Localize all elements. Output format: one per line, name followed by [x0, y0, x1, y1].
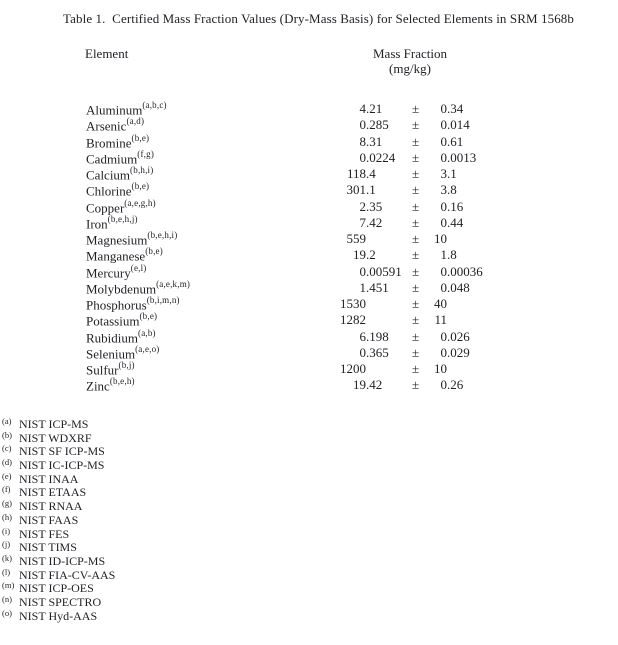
- value-integer-part: 118: [346, 166, 366, 181]
- footnote-key: (a): [2, 416, 12, 426]
- method-superscript: (e,l): [130, 262, 147, 273]
- uncertainty-fraction-part: .44: [447, 214, 464, 230]
- value-fraction-part: .00591: [366, 263, 402, 279]
- method-superscript: (a,e,k,m): [156, 278, 191, 289]
- uncertainty-integer-part: 0: [440, 117, 447, 133]
- method-superscript: (b,i,m,n): [146, 295, 180, 305]
- footnote: [2, 485, 115, 499]
- plus-minus-sign: ±: [412, 198, 420, 214]
- footnote-key: (c): [2, 443, 12, 454]
- footnote-key: (i): [2, 525, 11, 536]
- table-row: [0, 377, 618, 393]
- footnote-text: NIST FIA-CV-AAS: [19, 567, 116, 582]
- value-fraction-part: .198: [366, 328, 389, 344]
- value-fraction-part: .31: [366, 133, 383, 149]
- value-integer-part: 301: [346, 182, 366, 198]
- table-row: [0, 117, 618, 133]
- plus-minus-sign: ±: [412, 149, 420, 165]
- value-integer-part: 1282: [340, 312, 366, 328]
- footnote-text: NIST SF ICP-MS: [19, 444, 105, 459]
- plus-minus-sign: ±: [412, 312, 420, 328]
- value-integer-part: 7: [359, 214, 366, 230]
- footnote-key: (d): [2, 457, 12, 468]
- mass-fraction-units: (mg/kg): [389, 61, 431, 76]
- value-integer-part: 0: [359, 149, 366, 165]
- uncertainty-fraction-part: .048: [447, 279, 470, 295]
- table-row: [0, 264, 618, 280]
- uncertainty-integer-part: 0: [440, 101, 447, 116]
- uncertainty-integer-part: 11: [434, 312, 447, 328]
- uncertainty-integer-part: 40: [434, 296, 447, 311]
- footnote-text: NIST ICP-MS: [19, 417, 89, 431]
- plus-minus-sign: ±: [412, 279, 420, 295]
- plus-minus-sign: ±: [412, 296, 420, 311]
- footnote-text: NIST ICP-OES: [19, 581, 94, 596]
- table-title: Table 1. Certified Mass Fraction Values (Dry-Mass Basis) for Selected Elements in SRM 1568b: [63, 11, 574, 26]
- value-integer-part: 1530: [340, 296, 366, 311]
- footnote: [2, 431, 115, 445]
- value-fraction-part: .451: [366, 279, 389, 295]
- value-integer-part: 8: [359, 133, 366, 149]
- value-integer-part: 4: [359, 101, 366, 116]
- table-row: [0, 182, 618, 198]
- element-name: Zinc$^{(b,e,h)}$: [86, 376, 135, 394]
- element-name: Copper$^{(a,e,g,h)}$: [86, 197, 156, 215]
- element-name: Aluminum$^{(a,b,c)}$: [86, 100, 167, 118]
- element-name: Arsenic$^{(a,d)}$: [86, 116, 145, 134]
- element-name: Sulfur$^{(b,j)}$: [86, 360, 135, 378]
- footnote: [2, 527, 115, 541]
- uncertainty-fraction-part: .029: [447, 344, 470, 360]
- uncertainty-integer-part: 1: [440, 247, 447, 263]
- footnote: [2, 568, 115, 582]
- table-row: [0, 166, 618, 182]
- plus-minus-sign: ±: [412, 117, 420, 133]
- element-name: Iron$^{(b,e,h,j)}$: [86, 213, 138, 232]
- plus-minus-sign: ±: [412, 214, 420, 230]
- uncertainty-integer-part: 0: [440, 149, 447, 165]
- element-name: Bromine$^{(b,e)}$: [86, 132, 150, 150]
- method-superscript: (a,e,g,h): [124, 197, 156, 208]
- method-superscript: (b,e): [131, 132, 150, 143]
- footnote-key: (n): [2, 593, 12, 604]
- uncertainty-fraction-part: .26: [447, 377, 464, 393]
- footnote: [2, 609, 115, 623]
- table-row: [0, 150, 618, 166]
- footnote: [2, 458, 115, 472]
- footnote-key: (m): [2, 580, 15, 591]
- uncertainty-fraction-part: .8: [447, 247, 457, 263]
- footnote-key: (b): [2, 429, 12, 440]
- uncertainty-integer-part: 0: [440, 344, 447, 360]
- uncertainty-integer-part: 3: [440, 182, 447, 198]
- method-superscript: (b,e): [131, 181, 150, 192]
- table-row: [0, 329, 618, 345]
- plus-minus-sign: ±: [412, 344, 420, 360]
- footnote-text: NIST WDXRF: [19, 430, 92, 445]
- uncertainty-integer-part: 0: [440, 279, 447, 295]
- value-integer-part: 0: [359, 117, 366, 133]
- uncertainty-fraction-part: .16: [447, 198, 464, 214]
- table-row: [0, 312, 618, 328]
- value-fraction-part: .365: [366, 344, 389, 360]
- value-fraction-part: .285: [366, 117, 389, 133]
- footnote-text: NIST INAA: [19, 471, 79, 486]
- method-superscript: (a,b): [138, 327, 156, 338]
- uncertainty-fraction-part: .34: [447, 101, 464, 116]
- table-row: [0, 296, 618, 312]
- footnote-key: (o): [2, 607, 12, 618]
- value-fraction-part: .35: [366, 198, 383, 214]
- footnote-key: (j): [2, 539, 11, 550]
- method-superscript: (b,j): [118, 360, 135, 370]
- element-name: Chlorine$^{(b,e)}$: [86, 181, 150, 199]
- footnote-key: (k): [2, 552, 12, 563]
- plus-minus-sign: ±: [412, 328, 420, 344]
- value-integer-part: 6: [359, 328, 366, 344]
- uncertainty-fraction-part: .0013: [447, 149, 477, 165]
- footnote-text: NIST Hyd-AAS: [19, 608, 98, 623]
- value-integer-part: 1200: [340, 361, 366, 376]
- value-fraction-part: .2: [366, 247, 376, 263]
- table-row: [0, 199, 618, 215]
- method-superscript: (f,g): [137, 148, 155, 159]
- method-superscript: (a,e,o): [135, 343, 160, 354]
- uncertainty-integer-part: 0: [440, 198, 447, 214]
- footnote-text: NIST SPECTRO: [19, 594, 102, 609]
- uncertainty-fraction-part: .1: [447, 166, 457, 181]
- element-name: Mercury$^{(e,l)}$: [86, 262, 147, 280]
- element-name: Selenium$^{(a,e,o)}$: [86, 343, 160, 362]
- footnote: [2, 417, 115, 431]
- footnote-text: NIST IC-ICP-MS: [19, 458, 105, 473]
- footnote: [2, 581, 115, 595]
- value-integer-part: 559: [346, 231, 366, 246]
- footnote-key: (f): [2, 484, 11, 495]
- plus-minus-sign: ±: [412, 231, 420, 246]
- uncertainty-integer-part: 0: [440, 214, 447, 230]
- plus-minus-sign: ±: [412, 101, 420, 116]
- value-integer-part: 19: [353, 377, 366, 393]
- element-name: Magnesium$^{(b,e,h,i)}$: [86, 230, 178, 248]
- plus-minus-sign: ±: [412, 263, 420, 279]
- footnote-text: NIST ETAAS: [19, 485, 87, 500]
- method-footnotes: [2, 417, 115, 622]
- table-row: [0, 134, 618, 150]
- table-row: [0, 215, 618, 231]
- uncertainty-integer-part: 0: [440, 328, 447, 344]
- value-fraction-part: .0224: [366, 149, 396, 165]
- table-row: [0, 345, 618, 361]
- uncertainty-fraction-part: .61: [447, 133, 464, 149]
- uncertainty-integer-part: 0: [440, 133, 447, 149]
- uncertainty-integer-part: 3: [440, 166, 447, 181]
- uncertainty-integer-part: 10: [434, 361, 447, 376]
- certified-values-table: [0, 101, 618, 394]
- value-integer-part: 19: [353, 247, 366, 263]
- footnote-text: NIST FAAS: [19, 512, 79, 527]
- table-row: [0, 280, 618, 296]
- method-superscript: (b,e,h,j): [107, 213, 138, 224]
- element-name: Molybdenum$^{(a,e,k,m)}$: [86, 278, 191, 297]
- uncertainty-integer-part: 0: [440, 263, 447, 279]
- footnote-text: NIST FES: [19, 526, 70, 541]
- value-fraction-part: .42: [366, 214, 383, 230]
- value-integer-part: 0: [359, 263, 366, 279]
- footnote-key: (l): [2, 566, 11, 577]
- plus-minus-sign: ±: [412, 377, 420, 393]
- method-superscript: (b,e): [145, 246, 163, 257]
- plus-minus-sign: ±: [412, 166, 420, 181]
- footnote: [2, 595, 115, 609]
- element-name: Cadmium$^{(f,g)}$: [86, 148, 155, 167]
- footnote: [2, 499, 115, 513]
- table-row: [0, 231, 618, 247]
- table-row: [0, 247, 618, 263]
- footnote: [2, 554, 115, 568]
- method-superscript: (b,e): [139, 311, 158, 322]
- value-fraction-part: .21: [366, 101, 383, 116]
- value-fraction-part: .1: [366, 182, 376, 198]
- footnote-text: NIST ID-ICP-MS: [19, 553, 106, 568]
- value-integer-part: 0: [359, 344, 366, 360]
- uncertainty-fraction-part: .00036: [447, 263, 483, 279]
- value-integer-part: 1: [359, 279, 366, 295]
- method-superscript: (b,h,i): [130, 165, 154, 175]
- footnote-key: (h): [2, 511, 12, 522]
- uncertainty-fraction-part: .8: [447, 182, 457, 198]
- plus-minus-sign: ±: [412, 247, 420, 263]
- element-name: Manganese$^{(b,e)}$: [86, 246, 163, 264]
- footnote-key: (e): [2, 470, 12, 481]
- plus-minus-sign: ±: [412, 361, 420, 376]
- plus-minus-sign: ±: [412, 182, 420, 198]
- footnote-text: NIST TIMS: [19, 540, 77, 555]
- method-superscript: (b,e,h,i): [147, 230, 178, 240]
- footnote-text: NIST RNAA: [19, 499, 83, 514]
- method-superscript: (a,b,c): [142, 100, 167, 110]
- uncertainty-integer-part: 0: [440, 377, 447, 393]
- column-header-element: Element: [85, 46, 129, 61]
- uncertainty-fraction-part: .026: [447, 328, 470, 344]
- footnote: [2, 472, 115, 486]
- table-row: [0, 101, 618, 117]
- element-name: Calcium$^{(b,h,i)}$: [86, 165, 154, 183]
- value-fraction-part: .42: [366, 377, 383, 393]
- element-name: Potassium$^{(b,e)}$: [86, 311, 158, 329]
- mass-fraction-label: Mass Fraction: [372, 46, 448, 61]
- element-name: Phosphorus$^{(b,i,m,n)}$: [86, 295, 180, 313]
- element-name: Rubidium$^{(a,b)}$: [86, 327, 156, 345]
- uncertainty-fraction-part: .014: [447, 117, 470, 133]
- footnote: [2, 444, 115, 458]
- footnote: [2, 540, 115, 554]
- table-row: [0, 361, 618, 377]
- footnote-key: (g): [2, 498, 12, 509]
- method-superscript: (b,e,h): [109, 376, 135, 387]
- value-integer-part: 2: [359, 198, 366, 214]
- method-superscript: (a,d): [126, 116, 145, 127]
- footnote: [2, 513, 115, 527]
- uncertainty-integer-part: 10: [434, 231, 447, 246]
- plus-minus-sign: ±: [412, 133, 420, 149]
- value-fraction-part: .4: [366, 166, 376, 181]
- column-header-mass-fraction: [310, 46, 510, 76]
